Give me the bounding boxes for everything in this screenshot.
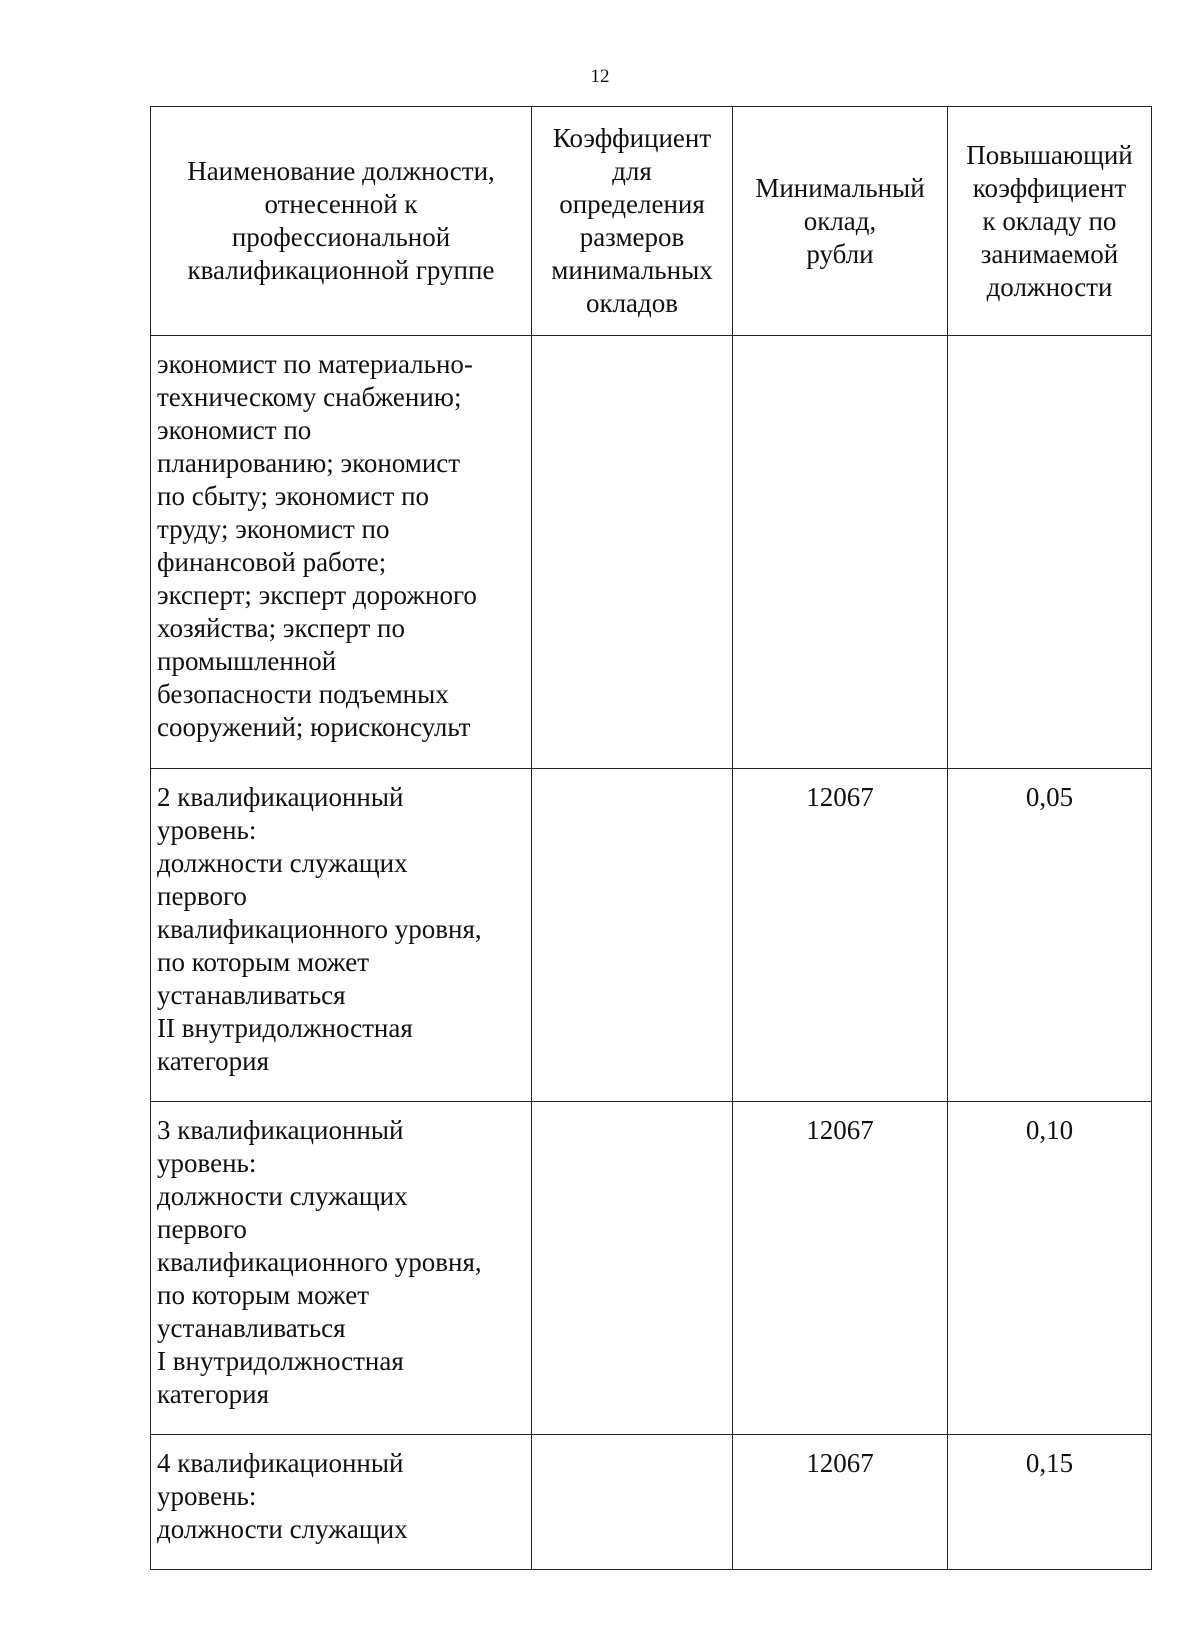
- header-min-salary: Минимальный оклад, рубли: [733, 107, 948, 336]
- min-salary-cell: [733, 336, 948, 769]
- header-increase-coefficient: Повышающий коэффициент к окладу по занимаемой должности: [948, 107, 1152, 336]
- position-name-cell: 4 квалификационный уровень: должности служащих: [151, 1435, 532, 1570]
- min-salary-cell: 12067: [733, 1435, 948, 1570]
- coefficient-cell: [532, 1102, 733, 1435]
- table-row: [151, 1435, 1152, 1570]
- position-name-cell: экономист по материально- техническому снабжению; экономист по планированию; экономист по сбыту; экономист по труду; экономист по финансовой работе; эксперт; эксперт дорожного хозяйства; эксперт по промышленной безопасности подъемных сооружений; юрисконсульт: [151, 336, 532, 769]
- increase-coefficient-cell: [948, 336, 1152, 769]
- table-header-row: [151, 107, 1152, 336]
- table-row: [151, 769, 1152, 1102]
- increase-coefficient-cell: 0,05: [948, 769, 1152, 1102]
- min-salary-cell: 12067: [733, 769, 948, 1102]
- increase-coefficient-cell: 0,15: [948, 1435, 1152, 1570]
- page-number: 12: [590, 66, 610, 87]
- table-row: [151, 336, 1152, 769]
- header-coefficient: Коэффициент для определения размеров минимальных окладов: [532, 107, 733, 336]
- table-row: [151, 1102, 1152, 1435]
- coefficient-cell: [532, 769, 733, 1102]
- increase-coefficient-cell: 0,10: [948, 1102, 1152, 1435]
- coefficient-cell: [532, 1435, 733, 1570]
- header-position-name: Наименование должности, отнесенной к профессиональной квалификационной группе: [151, 107, 532, 336]
- salary-table: [150, 106, 1152, 1570]
- min-salary-cell: 12067: [733, 1102, 948, 1435]
- position-name-cell: 3 квалификационный уровень: должности служащих первого квалификационного уровня, по которым может устанавливаться I внутридолжностная категория: [151, 1102, 532, 1435]
- coefficient-cell: [532, 336, 733, 769]
- position-name-cell: 2 квалификационный уровень: должности служащих первого квалификационного уровня, по которым может устанавливаться II внутридолжностная категория: [151, 769, 532, 1102]
